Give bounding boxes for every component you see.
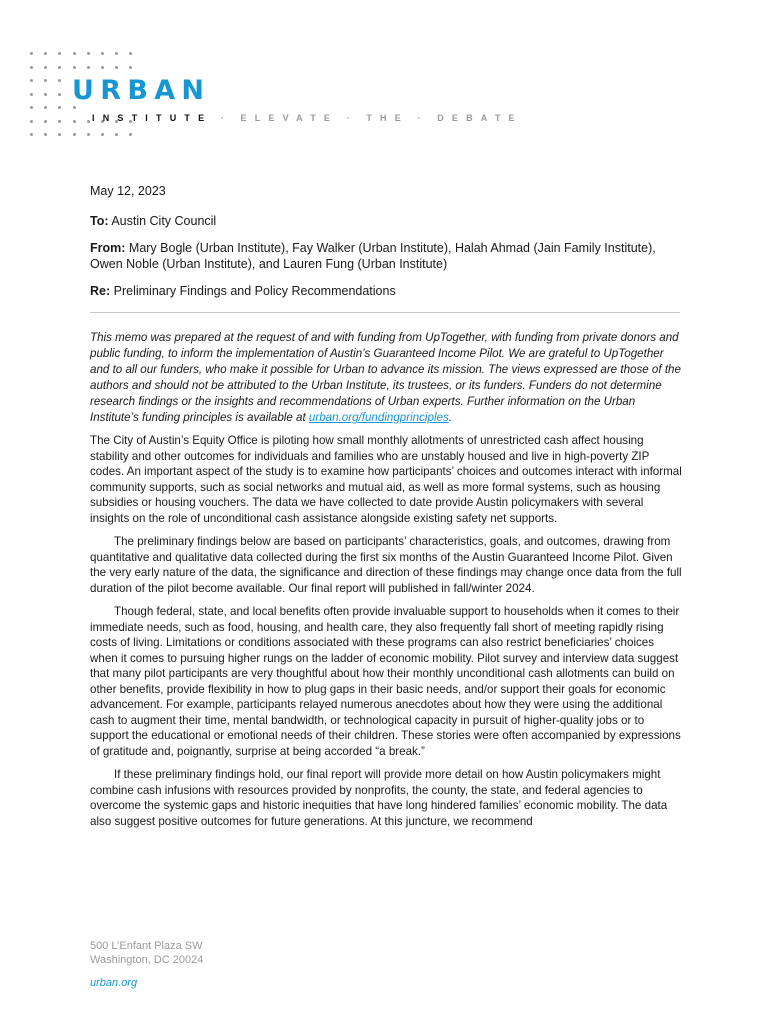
logo-dot [30,106,33,109]
logo-sep-1: · [220,113,233,123]
from-label: From: [90,241,126,255]
tagline-elevate: ELEVATE [240,113,339,123]
body-paragraph-4: If these preliminary findings hold, our final report will provide more detail on how Austin policymakers might combine cash infusions with resources provided by nonprofits, the county, the state, and federal agencies to overcome the systemic gaps and historic inequities that have long hindered families’ economic mobility. The data also suggest positive outcomes for future generations. At this juncture, we recommend [90,768,668,828]
disclaimer-end: . [448,411,453,424]
logo-dot [87,52,90,55]
logo-dot [58,52,61,55]
logo-dot [44,52,47,55]
from-value: Mary Bogle (Urban Institute), Fay Walker (Urban Institute), Halah Ahmad (Jain Family Institute), Owen Noble (Urban Institute), and Lauren Fung (Urban Institute) [90,241,656,271]
logo-institute: INSTITUTE [92,113,213,123]
logo-dot [73,133,76,136]
logo-dot [87,66,90,69]
to-label: To: [90,214,109,228]
body-paragraph-3: Though federal, state, and local benefits often provide invaluable support to households when it comes to their immediate needs, such as food, housing, and health care, they also frequently fall short of meeting rapidly rising costs of living. Limitations or conditions associated with these programs can also restrict beneficiaries’ choices when it comes to pursuing higher rungs on the ladder of economic mobility. Pilot survey and interview data suggest that many pilot participants are very thoughtful about how their monthly unconditional cash allotments can build on other benefits, provide flexibility in how to plug gaps in their basic needs, and/or support their goals for economic advancement. For example, participants relayed numerous anecdotes about how they were using the additional cash to augment their time, mental bandwidth, or technological capacity in pursuit of higher-quality jobs or to support the educational or emotional needs of their children. These stories were often accompanied by expressions of gratitude and, poignantly, surprise at being accorded “a break.” [90,605,681,758]
logo-dot [87,133,90,136]
funding-principles-link[interactable]: urban.org/fundingprinciples [308,411,449,424]
logo-dot [129,133,132,136]
logo-sep-2: · [346,113,358,123]
memo-to [90,213,680,229]
logo-dot [58,133,61,136]
logo-dot [101,66,104,69]
logo-wordmark: URBAN [72,75,211,106]
logo-dot [73,120,76,123]
logo-dot [101,133,104,136]
logo-dot [30,93,33,96]
logo-tagline [92,112,523,124]
re-label: Re: [90,284,111,298]
logo-dot [30,133,33,136]
logo-dot [87,120,90,123]
logo-sep-3: · [417,113,429,123]
logo-dot [58,120,61,123]
logo-dot [44,79,47,82]
logo-dot [73,66,76,69]
memo-body [90,433,682,837]
logo-dot [129,52,132,55]
logo-dot [44,106,47,109]
body-paragraph-2: The preliminary findings below are based on participants’ characteristics, goals, and outcomes, drawing from quantitative and qualitative data collected during the first six months of the Austin Guaranteed Income Pilot. Given the very early nature of the data, the significance and direction of these findings may change once data from the full duration of the pilot become available. Our final report will published in fall/winter 2024. [90,535,682,595]
memo-date: May 12, 2023 [90,184,166,198]
address-line-2: Washington, DC 20024 [90,954,204,966]
funding-disclaimer [90,330,682,426]
urban-institute-logo [30,52,490,167]
to-value: Austin City Council [111,214,217,228]
logo-dot [129,66,132,69]
logo-dot [44,133,47,136]
disclaimer-text: This memo was prepared at the request of and with funding from UpTogether, with funding from private donors and public funding, to inform the implementation of Austin’s Guaranteed Income Pilot. We are grateful to UpTogether and to all our funders, who make it possible for Urban to advance its mission. The views expressed are those of the authors and should not be attributed to the Urban Institute, its trustees, or its funders. Funders do not determine research findings or the insights and recommendations of Urban experts. Further information on the Urban Institute’s funding principles is available at [90,331,681,424]
logo-dot [101,52,104,55]
logo-dot [58,66,61,69]
logo-dot [115,133,118,136]
logo-dot [58,93,61,96]
logo-dot [44,120,47,123]
logo-dot [44,66,47,69]
logo-dot [58,106,61,109]
footer-website-link[interactable]: urban.org [90,977,138,989]
logo-dot [58,79,61,82]
logo-dot [115,66,118,69]
memo-from [90,240,680,272]
logo-dot [30,66,33,69]
logo-dot [115,52,118,55]
logo-dot [73,106,76,109]
logo-dot [30,52,33,55]
address-line-1: 500 L’Enfant Plaza SW [90,940,203,952]
memo-re [90,283,680,299]
footer-address [90,939,204,989]
header-divider [90,312,680,313]
tagline-debate: DEBATE [437,113,523,123]
re-value: Preliminary Findings and Policy Recommendations [113,284,396,298]
logo-dot [30,79,33,82]
logo-dot [44,93,47,96]
body-paragraph-1: The City of Austin’s Equity Office is piloting how small monthly allotments of unrestricted cash affect housing stability and other outcomes for individuals and families who are unstably housed and live in high-poverty ZIP codes. An important aspect of the study is to examine how participants’ choices and outcomes interact with informal community supports, such as social networks and mutual aid, as well as more formal systems, such as housing subsidies or housing vouchers. The data we have collected to date provide Austin policymakers with several insights on the role of unconditional cash assistance alongside existing safety net supports. [90,434,682,525]
tagline-the: THE [366,113,409,123]
logo-dot [30,120,33,123]
logo-dot [73,52,76,55]
